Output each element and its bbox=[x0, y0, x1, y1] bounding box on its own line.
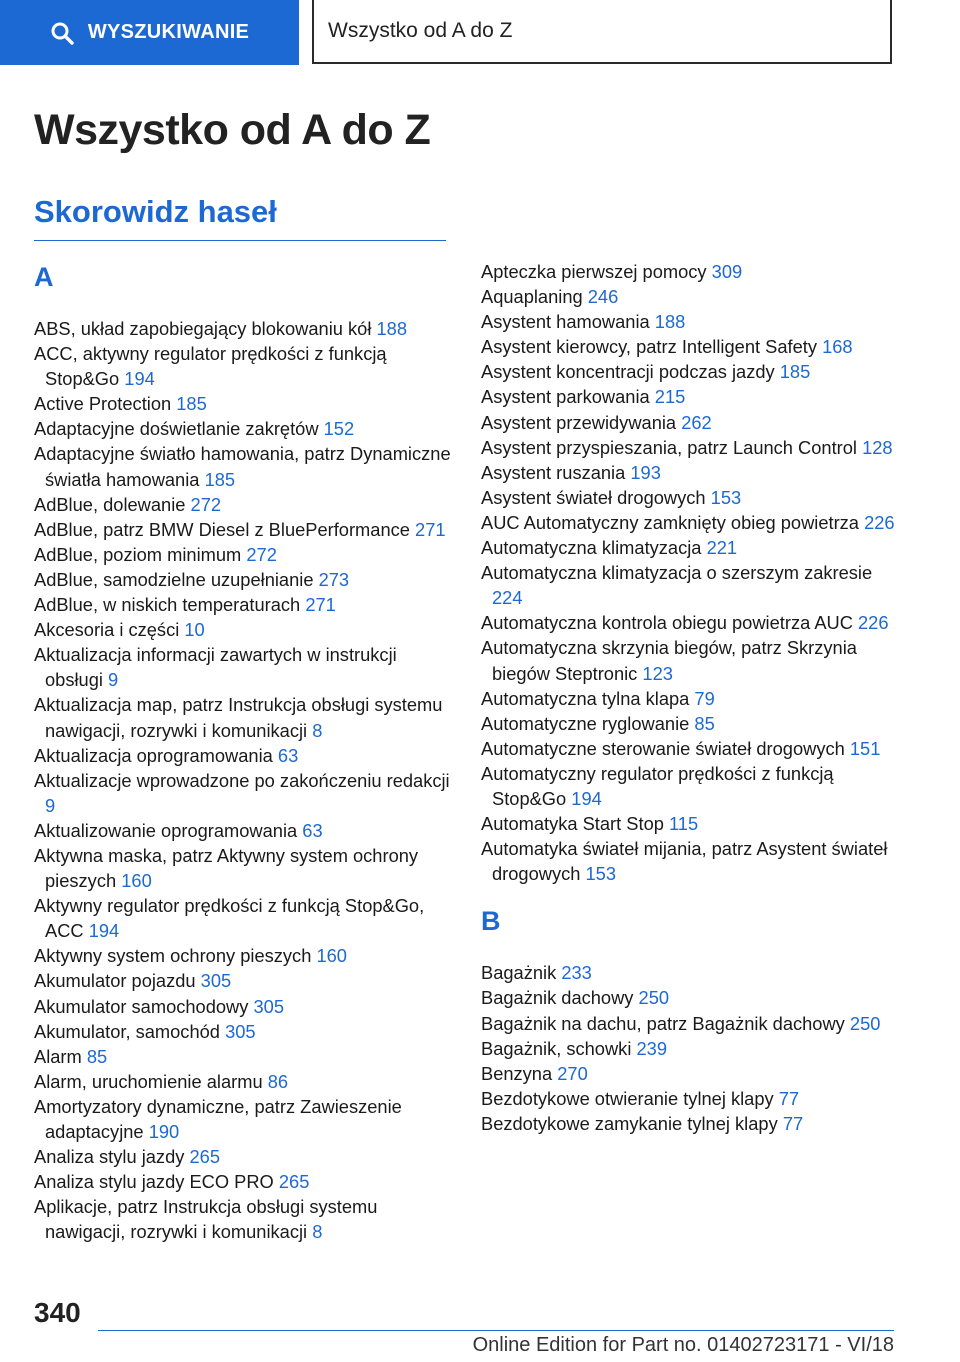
index-entry-term: Bagażnik dachowy bbox=[481, 987, 634, 1009]
index-entries-right-a bbox=[481, 259, 901, 886]
page-link[interactable]: 9 bbox=[45, 794, 56, 816]
index-entry-term: Automatyczne sterowanie świateł drogowych bbox=[481, 737, 845, 759]
index-entry bbox=[481, 1011, 901, 1036]
index-entry-term: ACC, aktywny regulator prędkości z funkcją Stop&Go bbox=[34, 343, 387, 390]
index-entry bbox=[34, 542, 454, 567]
page-link[interactable]: 128 bbox=[862, 436, 893, 458]
page-link[interactable]: 85 bbox=[694, 712, 715, 734]
page-link[interactable]: 262 bbox=[681, 411, 712, 433]
page-link[interactable]: 185 bbox=[176, 393, 207, 415]
index-entry-term: Automatyczne ryglowanie bbox=[481, 712, 690, 734]
index-entry bbox=[481, 284, 901, 309]
index-entry-term: Akcesoria i części bbox=[34, 619, 180, 641]
index-entry bbox=[34, 1094, 454, 1144]
page-link[interactable]: 305 bbox=[200, 970, 232, 992]
index-entry-term: Automatyka świateł mijania, patrz Asystent świateł drogowych bbox=[481, 838, 888, 885]
page-number: 340 bbox=[34, 1297, 81, 1328]
page-link[interactable]: 239 bbox=[636, 1037, 667, 1059]
page-link[interactable]: 265 bbox=[189, 1146, 220, 1168]
index-entry bbox=[481, 410, 901, 435]
index-entry-term: Bezdotykowe otwieranie tylnej klapy bbox=[481, 1087, 774, 1109]
page-link[interactable]: 270 bbox=[557, 1062, 588, 1084]
index-entry-term: Amortyzatory dynamiczne, patrz Zawieszenie adaptacyjne bbox=[34, 1095, 402, 1142]
index-entry-term: Aktywny regulator prędkości z funkcją Stop&Go, ACC bbox=[34, 895, 425, 942]
index-entry-term: Aplikacje, patrz Instrukcja obsługi systemu nawigacji, rozrywki i komunikacji bbox=[34, 1196, 378, 1243]
index-entry-term: Alarm bbox=[34, 1045, 82, 1067]
search-button[interactable] bbox=[0, 0, 299, 65]
index-entry bbox=[34, 818, 454, 843]
index-entry-term: AdBlue, w niskich temperaturach bbox=[34, 594, 301, 616]
page-link[interactable]: 221 bbox=[706, 537, 738, 559]
index-entry bbox=[34, 843, 454, 893]
index-entry-term: Aktualizacja map, patrz Instrukcja obsługi systemu nawigacji, rozrywki i komunikacji bbox=[34, 694, 443, 741]
index-entry-term: Asystent koncentracji podczas jazdy bbox=[481, 361, 775, 383]
index-entry-term: Aktywna maska, patrz Aktywny system ochrony pieszych bbox=[34, 844, 419, 892]
index-entry-term: Automatyka Start Stop bbox=[481, 813, 664, 835]
index-entry-term: Aktualizacja oprogramowania bbox=[34, 744, 273, 766]
page-link[interactable]: 309 bbox=[711, 261, 743, 282]
index-entry-term: Bagażnik, schowki bbox=[481, 1037, 632, 1059]
page-link[interactable]: 10 bbox=[184, 619, 205, 641]
index-entry bbox=[481, 960, 901, 985]
index-entry bbox=[481, 1086, 901, 1111]
index-entry-term: AdBlue, poziom minimum bbox=[34, 543, 242, 565]
section-title: Skorowidz haseł bbox=[34, 194, 277, 229]
index-entry bbox=[481, 535, 901, 560]
index-entry-term: Alarm, uruchomienie alarmu bbox=[34, 1070, 263, 1092]
index-entry-term: Analiza stylu jazdy ECO PRO bbox=[34, 1171, 274, 1193]
page-link[interactable]: 152 bbox=[323, 418, 355, 440]
index-entry-term: AdBlue, dolewanie bbox=[34, 493, 186, 515]
index-entry-term: Asystent parkowania bbox=[481, 386, 650, 408]
index-entry-term: AdBlue, patrz BMW Diesel z BluePerformance bbox=[34, 518, 410, 540]
breadcrumb: Wszystko od A do Z bbox=[312, 0, 892, 64]
page-link[interactable]: 185 bbox=[779, 361, 811, 383]
page-link[interactable]: 153 bbox=[585, 863, 617, 885]
page-link[interactable]: 188 bbox=[654, 311, 686, 333]
index-entry bbox=[34, 567, 454, 592]
index-entry bbox=[481, 359, 901, 384]
index-entry bbox=[34, 1144, 454, 1169]
index-entry bbox=[34, 1194, 454, 1244]
index-entry-term: Automatyczna klimatyzacja o szerszym zakresie bbox=[481, 562, 873, 584]
index-entry bbox=[481, 460, 901, 485]
index-entry bbox=[34, 1044, 454, 1069]
index-entry bbox=[481, 686, 901, 711]
index-entry-term: Aktualizacje wprowadzone po zakończeniu redakcji bbox=[34, 769, 450, 791]
page-link[interactable]: 79 bbox=[694, 687, 715, 709]
index-entry bbox=[34, 943, 454, 968]
index-entries-left bbox=[34, 316, 454, 1244]
index-entry-term: Benzyna bbox=[481, 1062, 553, 1084]
index-entry-term: AUC Automatyczny zamknięty obieg powietrza bbox=[481, 511, 859, 533]
page-link[interactable]: 123 bbox=[642, 662, 673, 684]
index-entry-term: Bagażnik bbox=[481, 962, 557, 984]
page-link[interactable]: 153 bbox=[710, 486, 742, 508]
index-entry bbox=[481, 560, 901, 610]
index-entry bbox=[481, 1036, 901, 1061]
index-entry-term: Bagażnik na dachu, patrz Bagażnik dachowy bbox=[481, 1012, 845, 1034]
page-link[interactable]: 151 bbox=[849, 737, 881, 759]
index-entry-term: Akumulator samochodowy bbox=[34, 995, 249, 1017]
index-entry-term: Active Protection bbox=[34, 393, 172, 415]
page-title: Wszystko od A do Z bbox=[34, 106, 431, 154]
page-link[interactable]: 226 bbox=[858, 612, 889, 634]
search-icon bbox=[50, 21, 74, 45]
page-link[interactable]: 273 bbox=[318, 568, 350, 590]
page-link[interactable]: 8 bbox=[312, 719, 323, 741]
page-link[interactable]: 9 bbox=[108, 669, 119, 691]
page-link[interactable]: 86 bbox=[267, 1070, 289, 1092]
index-entry bbox=[34, 391, 454, 416]
index-entry bbox=[481, 510, 901, 535]
index-entry bbox=[481, 811, 901, 836]
index-entry bbox=[481, 985, 901, 1010]
page-link[interactable]: 194 bbox=[88, 920, 120, 942]
index-entry bbox=[34, 1019, 454, 1044]
index-entry-term: Aquaplaning bbox=[481, 286, 583, 308]
page-link[interactable]: 215 bbox=[654, 386, 686, 408]
page-link[interactable]: 265 bbox=[278, 1171, 310, 1193]
page-link[interactable]: 77 bbox=[782, 1112, 804, 1134]
index-entry-term: Aktualizowanie oprogramowania bbox=[34, 819, 298, 841]
index-entry-term: Automatyczna kontrola obiegu powietrza AUC bbox=[481, 612, 853, 634]
page-link[interactable]: 226 bbox=[864, 511, 895, 533]
index-entry bbox=[34, 968, 454, 993]
index-entry bbox=[34, 517, 454, 542]
page-link[interactable]: 271 bbox=[415, 518, 446, 540]
index-entry bbox=[34, 492, 454, 517]
page-link[interactable]: 188 bbox=[376, 318, 408, 339]
page-link[interactable]: 168 bbox=[822, 336, 853, 358]
index-entry bbox=[34, 1169, 454, 1194]
page-link[interactable]: 250 bbox=[849, 1012, 881, 1034]
index-entry bbox=[481, 1061, 901, 1086]
page-link[interactable]: 272 bbox=[190, 493, 222, 515]
index-entry bbox=[34, 994, 454, 1019]
page-link[interactable]: 160 bbox=[121, 870, 152, 892]
page-link[interactable]: 63 bbox=[302, 819, 323, 841]
index-entry-term: Analiza stylu jazdy bbox=[34, 1146, 185, 1168]
page-link[interactable]: 160 bbox=[316, 945, 347, 967]
index-entry bbox=[34, 441, 454, 491]
index-entry-term: Asystent hamowania bbox=[481, 311, 650, 333]
index-entry-term: Asystent przewidywania bbox=[481, 411, 677, 433]
index-entry bbox=[481, 761, 901, 811]
footer-edition: Online Edition for Part no. 01402723171 - VI/18 bbox=[472, 1334, 894, 1356]
index-entry bbox=[481, 384, 901, 409]
index-entry bbox=[481, 485, 901, 510]
index-entry-term: Apteczka pierwszej pomocy bbox=[481, 261, 707, 282]
page-link[interactable]: 305 bbox=[253, 995, 285, 1017]
footer-divider bbox=[98, 1330, 894, 1331]
index-entry-term: Akumulator, samochód bbox=[34, 1020, 220, 1042]
index-entry bbox=[34, 768, 454, 818]
index-entry-term: Aktualizacja informacji zawartych w instrukcji obsługi bbox=[34, 644, 397, 691]
index-entry-term: Automatyczna klimatyzacja bbox=[481, 537, 702, 559]
index-entry-term: Asystent przyspieszania, patrz Launch Control bbox=[481, 436, 857, 458]
page-link[interactable]: 63 bbox=[277, 744, 299, 766]
page-link[interactable]: 246 bbox=[587, 286, 619, 308]
index-entry-term: Bezdotykowe zamykanie tylnej klapy bbox=[481, 1112, 778, 1134]
index-entry bbox=[481, 259, 901, 284]
index-entry bbox=[481, 334, 901, 359]
index-entries-right-b bbox=[481, 960, 901, 1136]
index-entry bbox=[481, 836, 901, 886]
index-entry-term: Akumulator pojazdu bbox=[34, 970, 196, 992]
index-entry-term: AdBlue, samodzielne uzupełnianie bbox=[34, 568, 314, 590]
page-link[interactable]: 8 bbox=[312, 1221, 323, 1243]
index-entry-term: Aktywny system ochrony pieszych bbox=[34, 945, 312, 967]
index-entry bbox=[34, 617, 454, 642]
index-entry bbox=[34, 743, 454, 768]
index-entry-term: ABS, układ zapobiegający blokowaniu kół bbox=[34, 318, 372, 339]
page-link[interactable]: 305 bbox=[225, 1020, 256, 1042]
page-link[interactable]: 193 bbox=[630, 461, 661, 483]
page-link[interactable]: 85 bbox=[86, 1045, 108, 1067]
index-letter-a: A bbox=[34, 262, 54, 292]
page-link[interactable]: 185 bbox=[204, 468, 236, 490]
index-entry bbox=[34, 416, 454, 441]
index-entry-term: Adaptacyjne doświetlanie zakrętów bbox=[34, 418, 319, 440]
index-letter-b: B bbox=[481, 906, 501, 937]
index-entry-term: Automatyczna tylna klapa bbox=[481, 687, 690, 709]
index-entry bbox=[34, 692, 454, 742]
index-entry bbox=[34, 893, 454, 943]
index-entry bbox=[481, 711, 901, 736]
index-entry-term: Adaptacyjne światło hamowania, patrz Dynamiczne światła hamowania bbox=[34, 443, 451, 490]
index-entry-term: Asystent ruszania bbox=[481, 461, 626, 483]
index-column-left bbox=[34, 262, 454, 1244]
index-entry bbox=[481, 435, 901, 460]
index-entry bbox=[34, 642, 454, 692]
index-column-right bbox=[481, 259, 901, 1136]
index-entry-term: Asystent kierowcy, patrz Intelligent Safety bbox=[481, 336, 817, 358]
index-entry bbox=[34, 592, 454, 617]
page-link[interactable]: 194 bbox=[124, 368, 155, 390]
page-link[interactable]: 224 bbox=[492, 587, 523, 609]
search-button-label: WYSZUKIWANIE bbox=[87, 21, 250, 43]
page-link[interactable]: 190 bbox=[148, 1121, 180, 1142]
index-entry bbox=[34, 1069, 454, 1094]
index-entry bbox=[34, 316, 454, 341]
index-entry bbox=[481, 1111, 901, 1136]
page-link[interactable]: 115 bbox=[669, 813, 699, 835]
index-entry bbox=[481, 610, 901, 635]
page-link[interactable]: 271 bbox=[305, 594, 336, 616]
index-entry bbox=[481, 309, 901, 334]
index-entry bbox=[481, 736, 901, 761]
page-link[interactable]: 233 bbox=[561, 962, 592, 984]
page-link[interactable]: 272 bbox=[246, 543, 277, 565]
index-entry-term: Asystent świateł drogowych bbox=[481, 486, 706, 508]
index-entry bbox=[481, 635, 901, 685]
index-entry-term: Automatyczny regulator prędkości z funkcją Stop&Go bbox=[481, 762, 834, 809]
page-link[interactable]: 77 bbox=[778, 1087, 800, 1109]
index-entry bbox=[34, 341, 454, 391]
index-entry-term: Automatyczna skrzynia biegów, patrz Skrzynia biegów Steptronic bbox=[481, 637, 857, 684]
page-link[interactable]: 194 bbox=[571, 787, 602, 809]
section-divider bbox=[34, 240, 446, 241]
page-link[interactable]: 250 bbox=[638, 987, 670, 1009]
